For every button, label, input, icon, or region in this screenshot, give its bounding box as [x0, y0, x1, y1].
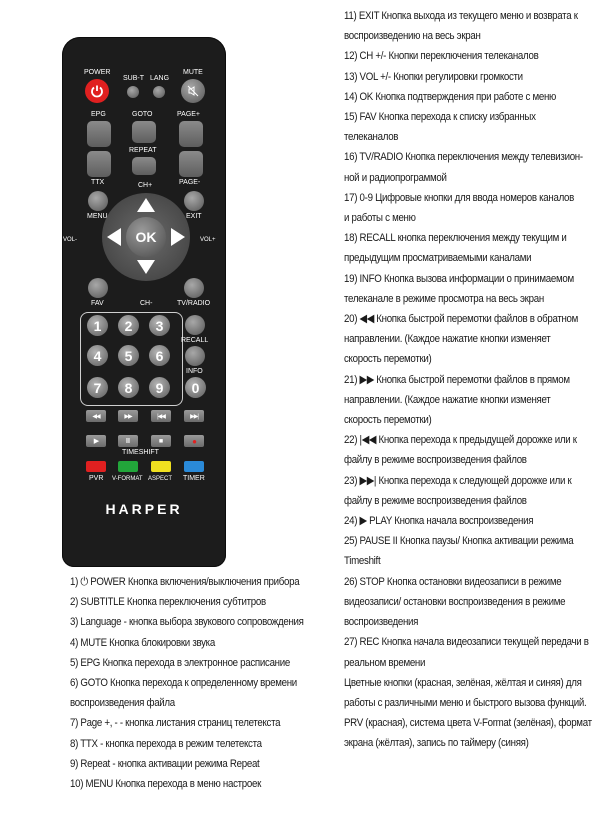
legend-line: ной и радиопрограммой	[344, 171, 447, 184]
legend-line: 6) GOTO Кнопка перехода к определенному времени	[70, 677, 297, 690]
lang-label: LANG	[150, 75, 170, 82]
legend-line: 11) EXIT Кнопка выхода из текущего меню и возврата к	[344, 10, 578, 22]
digit-0-button[interactable]: 0	[185, 377, 206, 398]
legend-line: направлении. (Каждое нажатие кнопки изменяет	[344, 393, 551, 406]
legend-line: видеозаписи/ остановки воспроизведения в режиме	[344, 595, 566, 608]
legend-line: 7) Page +, - - кнопка листания страниц телетекста	[70, 717, 281, 730]
legend-line: 15) FAV Кнопка перехода к списку избранных	[344, 111, 536, 124]
legend-line: PRV (красная), система цвета V-Format (зелёная), формат	[344, 717, 592, 730]
aspect-label: ASPECT	[148, 476, 173, 482]
page-minus-label: PAGE-	[179, 179, 201, 186]
green-button[interactable]	[118, 461, 138, 472]
digit-3-button[interactable]: 3	[149, 315, 170, 336]
play-icon: ▶	[93, 438, 99, 445]
legend-line: 23) ▶▶| Кнопка перехода к следующей дорожке или к	[344, 474, 572, 487]
pvr-label: PVR	[89, 475, 104, 482]
digit-2-button[interactable]: 2	[118, 315, 139, 336]
repeat-label: REPEAT	[129, 147, 157, 154]
legend-line: работы с различными меню и быстрого вызова функций.	[344, 696, 587, 709]
page-plus-button[interactable]	[179, 121, 203, 147]
next-track-icon: ▶▶|	[190, 413, 198, 420]
legend-line: 9) Repeat - кнопка активации режима Repeat	[70, 757, 260, 770]
legend-line: реальном времени	[344, 656, 426, 669]
ok-button[interactable]: OK	[126, 217, 166, 257]
digit-8-button[interactable]: 8	[118, 377, 139, 398]
rewind-button[interactable]	[86, 410, 106, 422]
rewind-icon: ◀◀	[92, 413, 100, 420]
rec-button[interactable]	[184, 435, 204, 447]
fast-forward-button[interactable]	[118, 410, 138, 422]
legend-line: воспроизведения	[344, 616, 419, 629]
legend-line: файлу в режиме воспроизведения файлов	[344, 454, 527, 467]
power-label: POWER	[84, 69, 111, 76]
prev-track-button[interactable]	[151, 410, 171, 422]
play-button[interactable]	[86, 435, 106, 447]
tv-radio-label: TV/RADIO	[177, 300, 211, 307]
stop-button[interactable]	[151, 435, 171, 447]
info-button[interactable]	[185, 346, 205, 366]
digit-4-button[interactable]: 4	[87, 345, 108, 366]
legend-left	[70, 572, 345, 794]
next-track-button[interactable]	[184, 410, 204, 422]
info-label: INFO	[186, 368, 203, 375]
ch-minus-label: CH-	[140, 300, 153, 307]
legend-line: 14) OK Кнопка подтверждения при работе с меню	[344, 90, 557, 103]
legend-line: 4) MUTE Кнопка блокировки звука	[70, 636, 215, 649]
legend-line: 3) Language - кнопка выбора звукового сопровождения	[70, 616, 304, 629]
fav-button[interactable]	[88, 278, 108, 298]
recall-button[interactable]	[185, 315, 205, 335]
epg-button[interactable]	[87, 121, 111, 147]
power-button[interactable]	[85, 79, 109, 103]
legend-line: 26) STOP Кнопка остановки видеозаписи в режиме	[344, 575, 562, 588]
exit-label: EXIT	[186, 213, 202, 220]
up-arrow-icon	[136, 197, 156, 213]
repeat-button[interactable]	[132, 157, 156, 175]
right-arrow-icon	[170, 227, 186, 247]
rec-icon: ●	[192, 436, 196, 446]
vol-plus-label: VOL+	[200, 237, 216, 243]
subtitle-button[interactable]	[127, 86, 139, 98]
legend-line: телеканале в режиме просмотра на весь экран	[344, 292, 544, 305]
vol-minus-label: VOL-	[63, 237, 78, 243]
subt-label: SUB-T	[123, 75, 144, 82]
digit-6-button[interactable]: 6	[149, 345, 170, 366]
legend-line: 12) CH +/- Кнопки переключения телеканалов	[344, 50, 539, 63]
legend-line: направлении. (Каждое нажатие кнопки изменяет	[344, 333, 551, 346]
legend-line: и работы с меню	[344, 212, 416, 225]
legend-line: 16) TV/RADIO Кнопка переключения между телевизион-	[344, 151, 583, 164]
fast-forward-icon: ▶▶	[124, 413, 132, 420]
timer-label: TIMER	[183, 475, 205, 482]
stop-icon: ■	[158, 437, 164, 445]
legend-line: 24) ▶ PLAY Кнопка начала воспроизведения	[344, 515, 534, 528]
goto-label: GOTO	[132, 111, 153, 118]
brand-logo: HARPER	[105, 501, 183, 517]
legend-line: воспроизведению на весь экран	[344, 30, 481, 43]
legend-line: 13) VOL +/- Кнопки регулировки громкости	[344, 70, 523, 83]
legend-line: воспроизведения файла	[70, 697, 175, 710]
legend-line: скорость перемотки)	[344, 414, 432, 427]
legend-line: 19) INFO Кнопка вызова информации о принимаемом	[344, 272, 574, 285]
digit-7-button[interactable]: 7	[87, 377, 108, 398]
mute-icon	[187, 85, 199, 97]
vformat-label: V-FORMAT	[112, 476, 143, 482]
legend-line: 2) SUBTITLE Кнопка переключения субтитров	[70, 596, 266, 609]
goto-button[interactable]	[132, 121, 156, 143]
vol-up-button[interactable]	[170, 227, 188, 249]
red-button[interactable]	[86, 461, 106, 472]
legend-line: 22) |◀◀ Кнопка перехода к предыдущей дорожке или к	[344, 434, 577, 447]
legend-line: Timeshift	[344, 555, 381, 568]
legend-line: 25) PAUSE II Кнопка паузы/ Кнопка активации режима	[344, 535, 574, 548]
remote-control	[62, 37, 226, 567]
power-icon	[90, 84, 104, 98]
prev-track-icon: |◀◀	[157, 413, 165, 420]
digit-5-button[interactable]: 5	[118, 345, 139, 366]
page-plus-label: PAGE+	[177, 111, 201, 118]
digit-9-button[interactable]: 9	[149, 377, 170, 398]
menu-label: MENU	[87, 213, 108, 220]
ch-plus-label: CH+	[138, 182, 153, 189]
legend-line: скорость перемотки)	[344, 353, 432, 366]
down-arrow-icon	[136, 259, 156, 275]
legend-line: 10) MENU Кнопка перехода в меню настроек	[70, 778, 262, 791]
lang-button[interactable]	[153, 86, 165, 98]
legend-line: 8) TTX - кнопка перехода в режим телетекста	[70, 737, 262, 750]
legend-line: файлу в режиме воспроизведения файлов	[344, 494, 527, 507]
mute-button[interactable]	[181, 79, 205, 103]
tv-radio-button[interactable]	[184, 278, 204, 298]
legend-line: 21) ▶▶ Кнопка быстрой перемотки файлов в прямом	[344, 373, 570, 386]
legend-line: 5) EPG Кнопка перехода в электронное расписание	[70, 656, 290, 669]
legend-right	[344, 6, 609, 754]
ch-up-button[interactable]	[134, 197, 158, 215]
pause-icon: II	[126, 437, 130, 445]
legend-line: предыдущим просматриваемыми каналами	[344, 252, 532, 265]
left-arrow-icon	[106, 227, 122, 247]
digit-1-button[interactable]: 1	[87, 315, 108, 336]
timeshift-label: TIMESHIFT	[122, 449, 159, 456]
legend-line: экрана (жёлтая), запись по таймеру (синяя)	[344, 737, 529, 750]
yellow-button[interactable]	[151, 461, 171, 472]
legend-line: 17) 0-9 Цифровые кнопки для ввода номеров каналов	[344, 191, 575, 204]
blue-button[interactable]	[184, 461, 204, 472]
epg-label: EPG	[91, 111, 106, 118]
fav-label: FAV	[91, 300, 104, 307]
ch-down-button[interactable]	[134, 259, 158, 277]
recall-label: RECALL	[181, 337, 209, 344]
pause-button[interactable]	[118, 435, 138, 447]
legend-line: 18) RECALL кнопка переключения между текущим и	[344, 232, 567, 245]
legend-line: Цветные кнопки (красная, зелёная, жёлтая и синяя) для	[344, 676, 582, 689]
menu-button[interactable]	[88, 191, 108, 211]
vol-down-button[interactable]	[106, 227, 124, 249]
ttx-button[interactable]	[87, 151, 111, 177]
page-minus-button[interactable]	[179, 151, 203, 177]
ttx-label: TTX	[91, 179, 105, 186]
legend-line: 20) ◀◀ Кнопка быстрой перемотки файлов в обратном	[344, 313, 579, 326]
legend-line: 1) ⏻ POWER Кнопка включения/выключения прибора	[70, 576, 300, 588]
legend-line: 27) REC Кнопка начала видеозаписи текущей передачи в	[344, 636, 589, 649]
exit-button[interactable]	[184, 191, 204, 211]
legend-line: телеканалов	[344, 131, 399, 144]
mute-label: MUTE	[183, 69, 203, 76]
